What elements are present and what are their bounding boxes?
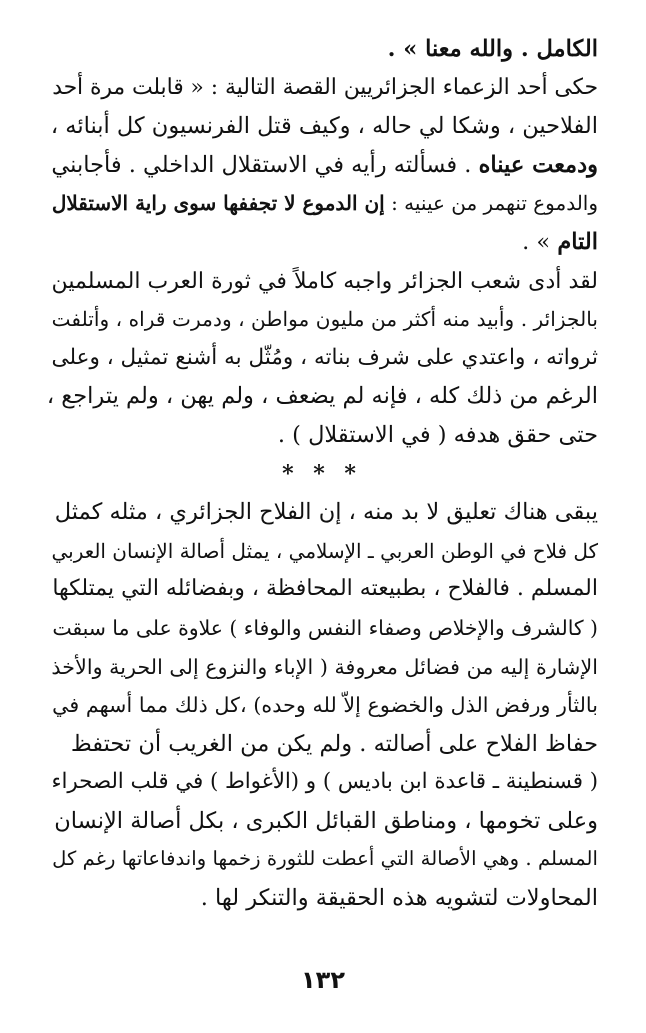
text-line: ( قسنطينة ـ قاعدة ابن باديس ) و (الأغواط ) في قلب الصحراء [51, 769, 598, 795]
text-line: يبقى هناك تعليق لا بد منه ، إن الفلاح الجزائري ، مثله كمثل [54, 499, 598, 526]
text-line [46, 146, 598, 185]
text-line: كل فلاح في الوطن العربي ـ الإسلامي ، يمثل أصالة الإنسان العربي [51, 538, 598, 563]
page-content [46, 30, 598, 918]
paragraph-sacrifice [46, 262, 598, 455]
page-number: ١٣٢ [301, 966, 345, 994]
text-line: الكامل . والله معنا » . [387, 36, 598, 62]
paragraph-story [46, 69, 598, 262]
text-line: المسلم . وهي الأصالة التي أعطت للثورة زخمها واندفاعاتها رغم كل [52, 847, 598, 871]
text-line: الإشارة إليه من فضائل معروفة ( الإباء والنزوع إلى الحرية والأخذ [51, 654, 598, 679]
text-line: لقد أدى شعب الجزائر واجبه كاملاً في ثورة العرب المسلمين [51, 267, 598, 294]
bold-quote-end: التام [557, 228, 598, 255]
continuation-line [46, 30, 598, 69]
text-line: ثرواته ، واعتدي على شرف بناته ، ومُثّل به أشنع تمثيل ، وعلى [51, 344, 598, 370]
text-line: حفاظ الفلاح على أصالته . ولم يكن من الغريب أن تحتفظ [70, 730, 598, 757]
text-line: بالجزائر . وأبيد منه أكثر من مليون مواطن ، ودمرت قراه ، وأتلفت [51, 307, 598, 332]
text-segment: والدموع تنهمر من عينيه : [384, 191, 598, 216]
paragraph-comment [46, 493, 598, 918]
text-line [46, 184, 598, 223]
text-line: الرغم من ذلك كله ، فإنه لم يضعف ، ولم يهن ، ولم يتراجع ، [46, 383, 598, 410]
bold-quote: إن الدموع لا تجففها سوى راية الاستقلال [51, 191, 385, 216]
text-line: المحاولات لتشويه هذه الحقيقة والتنكر لها . [200, 885, 598, 912]
text-segment: » . [522, 228, 558, 255]
text-line: ( كالشرف والإخلاص وصفاء النفس والوفاء ) علاوة على ما سبقت [52, 615, 598, 640]
text-line: وعلى تخومها ، ومناطق القبائل الكبرى ، بكل أصالة الإنسان [54, 807, 598, 834]
text-line [46, 223, 598, 262]
text-segment: . فسألته رأيه في الاستقلال الداخلي . فأجابني [51, 151, 479, 178]
text-line: حتى حقق هدفه ( في الاستقلال ) . [277, 421, 598, 448]
section-separator: * * * [282, 460, 362, 487]
text-line: الفلاحين ، وشكا لي حاله ، وكيف قتل الفرنسيون كل أبنائه ، [50, 113, 598, 140]
text-line: المسلم . فالفلاح ، بطبيعته المحافظة ، وبفضائله التي يمتلكها [52, 576, 598, 602]
bold-phrase: ودمعت عيناه [478, 151, 598, 178]
text-line: حكى أحد الزعماء الجزائريين القصة التالية : « قابلت مرة أحد [52, 74, 598, 100]
text-line: بالثأر ورفض الذل والخضوع إلاّ لله وحده) ،كل ذلك مما أسهم في [52, 693, 598, 718]
